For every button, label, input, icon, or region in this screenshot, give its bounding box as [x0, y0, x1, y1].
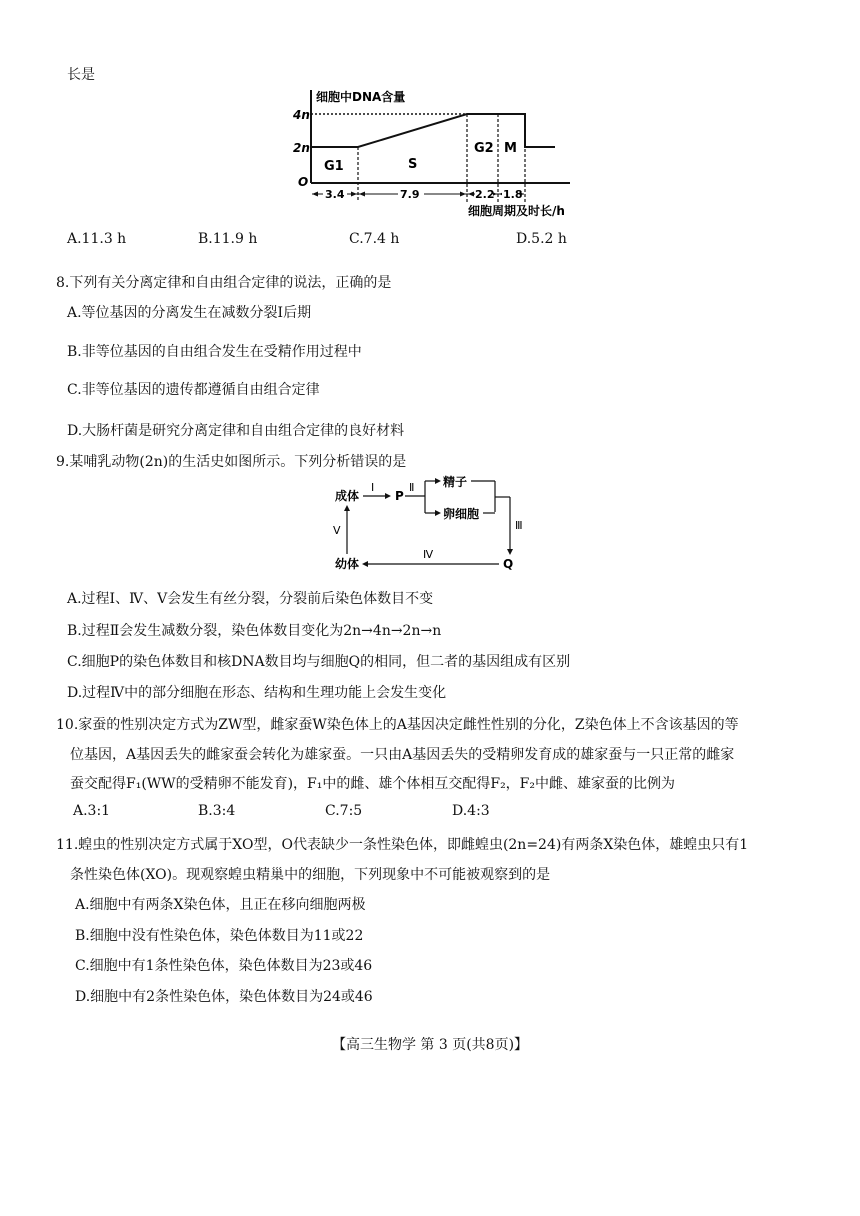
- q11-option-a: A.细胞中有两条X染色体，且正在移向细胞两极: [75, 897, 366, 913]
- arrowhead: [507, 549, 513, 555]
- phase-s: S: [408, 157, 418, 172]
- q8-option-d: D.大肠杆菌是研究分离定律和自由组合定律的良好材料: [67, 423, 405, 439]
- q10-line-2: 位基因，A基因丢失的雌家蚕会转化为雄家蚕。一只由A基因丢失的受精卵发育成的雄家蚕与一只正常的雌家: [70, 747, 735, 763]
- arrowhead: [359, 192, 365, 197]
- arrowhead: [312, 192, 318, 197]
- phase-g1: G1: [324, 159, 344, 174]
- life-cycle-diagram: [325, 472, 535, 580]
- edge-label-ii: Ⅱ: [409, 481, 415, 494]
- edge-label-v: Ⅴ: [333, 524, 341, 537]
- q8-stem: 8.下列有关分离定律和自由组合定律的说法，正确的是: [56, 275, 392, 291]
- origin-label: O: [298, 175, 309, 189]
- arrowhead: [362, 561, 368, 567]
- q11-option-c: C.细胞中有1条性染色体，染色体数目为23或46: [75, 958, 373, 974]
- node-juvenile: 幼体: [335, 557, 360, 571]
- edge-label-i: Ⅰ: [371, 481, 375, 494]
- arrowhead: [435, 510, 441, 516]
- q11-line-1: 11.蝗虫的性别决定方式属于XO型，O代表缺少一条性染色体，即雌蝗虫(2n=24)有两条X染色体，雄蝗虫只有1: [56, 837, 749, 853]
- q11-option-b: B.细胞中没有性染色体，染色体数目为11或22: [75, 928, 364, 944]
- q9-stem: 9.某哺乳动物(2n)的生活史如图所示。下列分析错误的是: [56, 454, 407, 470]
- y-tick-2n: 2n: [293, 141, 310, 155]
- phase-g2: G2: [474, 141, 494, 156]
- edge-label-iv: Ⅳ: [423, 548, 434, 561]
- q7-stem-tail: 长是: [67, 67, 95, 83]
- q9-option-d: D.过程Ⅳ中的部分细胞在形态、结构和生理功能上会发生变化: [67, 685, 447, 701]
- q7-option-d: D.5.2 h: [516, 231, 567, 247]
- node-sperm: 精子: [443, 475, 468, 489]
- q10-option-c: C.7:5: [325, 803, 363, 819]
- q7-option-a: A.11.3 h: [67, 231, 127, 247]
- dna-content-curve: [311, 114, 555, 147]
- q11-option-d: D.细胞中有2条性染色体，染色体数目为24或46: [75, 989, 373, 1005]
- chart-x-label: 细胞周期及时长/h: [468, 204, 565, 218]
- arrowhead: [351, 192, 357, 197]
- q9-option-a: A.过程Ⅰ、Ⅳ、Ⅴ会发生有丝分裂，分裂前后染色体数目不变: [67, 591, 434, 607]
- arrowhead: [460, 192, 466, 197]
- q8-option-a: A.等位基因的分离发生在减数分裂Ⅰ后期: [67, 305, 312, 321]
- y-tick-4n: 4n: [293, 108, 310, 122]
- arrowhead: [468, 192, 474, 197]
- chart-y-label: 细胞中DNA含量: [316, 90, 406, 104]
- node-q: Q: [503, 557, 514, 571]
- arrowhead: [385, 493, 391, 499]
- q7-option-b: B.11.9 h: [198, 231, 258, 247]
- q9-option-b: B.过程Ⅱ会发生减数分裂，染色体数目变化为2n→4n→2n→n: [67, 623, 442, 639]
- arrowhead: [435, 478, 441, 484]
- q10-option-d: D.4:3: [452, 803, 490, 819]
- q8-option-b: B.非等位基因的自由组合发生在受精作用过程中: [67, 344, 362, 360]
- q10-option-b: B.3:4: [198, 803, 236, 819]
- q7-option-c: C.7.4 h: [349, 231, 400, 247]
- duration-s: 7.9: [400, 188, 420, 201]
- page-footer: 【高三生物学 第 3 页(共8页)】: [331, 1037, 529, 1053]
- duration-m: 1.8: [503, 188, 523, 201]
- q8-option-c: C.非等位基因的遗传都遵循自由组合定律: [67, 382, 320, 398]
- node-p: P: [395, 489, 404, 503]
- phase-m: M: [504, 141, 517, 156]
- q10-line-3: 蚕交配得F₁(WW的受精卵不能发育)，F₁中的雌、雄个体相互交配得F₂，F₂中雌、雄家蚕的比例为: [70, 776, 676, 792]
- q10-option-a: A.3:1: [73, 803, 111, 819]
- node-adult: 成体: [335, 489, 360, 503]
- duration-g1: 3.4: [325, 188, 345, 201]
- duration-g2: 2.2: [475, 188, 495, 201]
- q11-line-2: 条性染色体(XO)。现观察蝗虫精巢中的细胞，下列现象中不可能被观察到的是: [70, 867, 551, 883]
- cell-cycle-dna-chart: [290, 82, 580, 222]
- edge-label-iii: Ⅲ: [515, 519, 523, 532]
- q9-option-c: C.细胞P的染色体数目和核DNA数目均与细胞Q的相同，但二者的基因组成有区别: [67, 654, 571, 670]
- arrowhead: [344, 505, 350, 511]
- q10-line-1: 10.家蚕的性别决定方式为ZW型，雌家蚕W染色体上的A基因决定雌性性别的分化，Z染色体上不含该基因的等: [56, 717, 739, 733]
- node-egg: 卵细胞: [443, 507, 480, 521]
